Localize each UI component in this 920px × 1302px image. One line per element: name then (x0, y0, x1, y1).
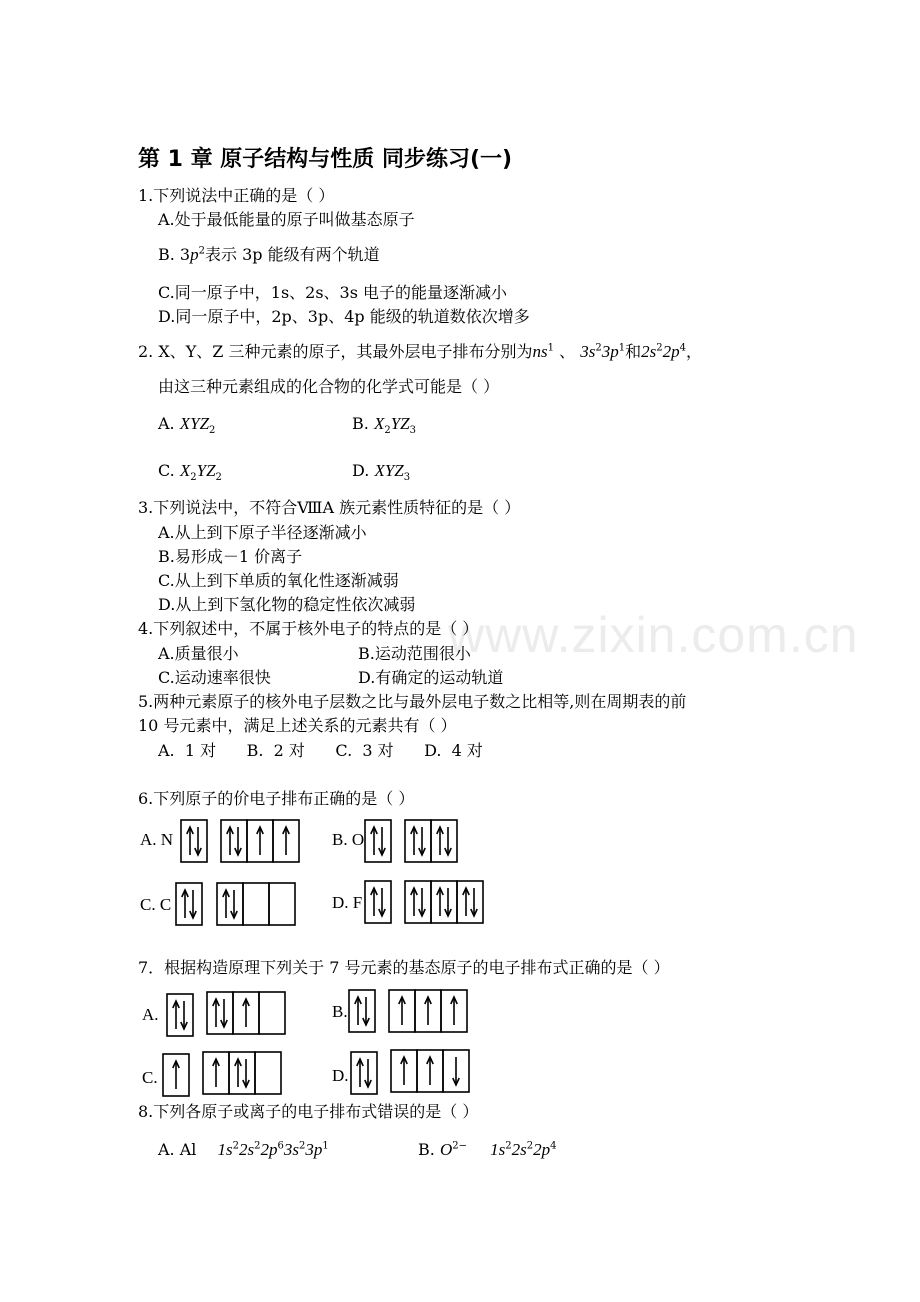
q3-stem: 3.下列说法中，不符合ⅧA 族元素性质特征的是（ ） (138, 498, 521, 517)
q7-2-s-boxes (162, 1053, 190, 1097)
q6-a-p-orbitals (220, 819, 300, 863)
q7-2-p-box (255, 1052, 281, 1094)
subshell: 2p (260, 1140, 278, 1159)
q7-3-p-boxes (390, 1049, 470, 1093)
q2-option-d: D. $XYZ_3$ (352, 461, 411, 484)
q6-c-p-orbitals (216, 882, 296, 926)
q1-stem: 1.下列说法中正确的是（ ） (138, 186, 335, 205)
q6-0-p-boxes (220, 819, 300, 863)
q1-option-d: D.同一原子中，2p、3p、4p 能级的轨道数依次增多 (158, 307, 530, 326)
q5-stem-line2: 10 号元素中，满足上述关系的元素共有（ ） (138, 716, 457, 735)
q6-1-s-box (365, 820, 391, 862)
q6-d-p-orbitals (404, 880, 484, 924)
q6-a-label: A. N (140, 830, 174, 849)
q7-c-s-orbital (162, 1053, 190, 1097)
q6-0-s-box (181, 820, 207, 862)
q2-stem-line2: 由这三种元素组成的化合物的化学式可能是（ ） (158, 377, 500, 396)
electron-count: 1 (322, 1140, 329, 1152)
q7-d-s-orbital (350, 1051, 378, 1095)
q7-a-label: A. (142, 1005, 159, 1024)
q7-c-p-orbitals (202, 1051, 282, 1095)
q6-b-p-orbitals (404, 819, 458, 863)
q7-1-s-boxes (348, 989, 376, 1033)
q8-option-b: B. $O^{2-}$ $1s^22s^22p^4$ (418, 1140, 557, 1159)
q6-0-s-boxes (180, 819, 208, 863)
subshell: 1s (217, 1140, 233, 1159)
subshell: 2p (533, 1140, 551, 1159)
q6-d-label: D. F (332, 893, 363, 912)
q7-a-s-orbital (166, 993, 194, 1037)
q7-1-p-boxes (388, 989, 468, 1033)
q7-stem: 7．根据构造原理下列关于 7 号元素的基态原子的电子排布式正确的是（ ） (138, 958, 670, 977)
q6-b-s-orbital (364, 819, 392, 863)
q6-2-p-box (269, 883, 295, 925)
q6-a-s-orbital (180, 819, 208, 863)
q6-2-s-boxes (175, 882, 203, 926)
q2-option-c: C. $X_2YZ_2$ (158, 461, 222, 484)
q6-3-s-box (365, 881, 391, 923)
electron-count: 2 (299, 1140, 306, 1152)
q7-3-p-box (391, 1050, 417, 1092)
subshell: 3p (305, 1140, 323, 1159)
q4-option-d: D.有确定的运动轨道 (358, 668, 504, 687)
subshell: 3s (283, 1140, 299, 1159)
q4-option-c: C.运动速率很快 (158, 668, 271, 687)
q7-2-p-box (203, 1052, 229, 1094)
q7-3-p-box (443, 1050, 469, 1092)
q7-0-p-box (259, 992, 285, 1034)
q6-2-p-boxes (216, 882, 296, 926)
q6-0-p-box (273, 820, 299, 862)
q7-a-p-orbitals (206, 991, 286, 1035)
q8-option-a: A. Al $1s^22s^22p^63s^23p^1$ (158, 1140, 329, 1159)
q3-option-a: A.从上到下原子半径逐渐减小 (158, 523, 367, 542)
q8-b-configuration (490, 1140, 556, 1159)
q7-3-s-box (351, 1052, 377, 1094)
q6-d-s-orbital (364, 880, 392, 924)
q7-d-p-orbitals (390, 1049, 470, 1093)
electron-count: 2 (232, 1140, 239, 1152)
electron-count: 4 (550, 1140, 557, 1152)
electron-count: 2 (505, 1140, 512, 1152)
q7-b-s-orbital (348, 989, 376, 1033)
q6-3-s-boxes (364, 880, 392, 924)
q6-1-p-box (405, 820, 431, 862)
q2-stem: 2. X、Y、Z 三种元素的原子，其最外层电子排布分别为$ns^1$ 、 $3s^23p^1$和$2s^22p^4$， (138, 342, 702, 361)
q7-2-s-box (163, 1054, 189, 1096)
q7-3-p-box (417, 1050, 443, 1092)
q7-c-label: C. (142, 1068, 158, 1087)
subshell: 1s (490, 1140, 506, 1159)
q7-0-s-boxes (166, 993, 194, 1037)
subshell: 2s (239, 1140, 255, 1159)
q7-2-p-box (229, 1052, 255, 1094)
subshell: 2s (511, 1140, 527, 1159)
q4-option-a: A.质量很小 (158, 644, 239, 663)
q8-stem: 8.下列各原子或离子的电子排布式错误的是（ ） (138, 1102, 479, 1121)
q7-1-p-box (389, 990, 415, 1032)
q8-a-configuration (218, 1140, 329, 1159)
q7-1-s-box (349, 990, 375, 1032)
q7-b-p-orbitals (388, 989, 468, 1033)
q7-1-p-box (441, 990, 467, 1032)
q6-2-s-box (176, 883, 202, 925)
q7-0-p-box (207, 992, 233, 1034)
q7-3-s-boxes (350, 1051, 378, 1095)
watermark: www.zixin.com.cn (448, 607, 859, 663)
q7-b-label: B. (332, 1002, 348, 1021)
q6-c-s-orbital (175, 882, 203, 926)
q6-stem: 6.下列原子的价电子排布正确的是（ ） (138, 789, 415, 808)
q6-3-p-boxes (404, 880, 484, 924)
q2-option-a: A. $XYZ_2$ (158, 414, 216, 437)
q6-c-label: C. C (140, 895, 172, 914)
page-title: 第 1 章 原子结构与性质 同步练习(一) (138, 147, 513, 172)
q6-0-p-box (221, 820, 247, 862)
q3-option-c: C.从上到下单质的氧化性逐渐减弱 (158, 571, 399, 590)
q4-stem: 4.下列叙述中，不属于核外电子的特点的是（ ） (138, 619, 479, 638)
q7-2-p-boxes (202, 1051, 282, 1095)
q5-stem: 5.两种元素原子的核外电子层数之比与最外层电子数之比相等,则在周期表的前 (138, 692, 687, 711)
q6-1-p-box (431, 820, 457, 862)
q1-option-b: B. $3p^2$表示 3p 能级有两个轨道 (158, 245, 380, 264)
q7-0-s-box (167, 994, 193, 1036)
q7-d-label: D. (332, 1066, 349, 1085)
q6-b-label: B. O (332, 830, 365, 849)
q7-0-p-box (233, 992, 259, 1034)
q5-options: A. 1 对 B. 2 对 C. 3 对 D. 4 对 (158, 741, 483, 760)
q3-option-b: B.易形成－1 价离子 (158, 547, 303, 566)
q1-option-a: A.处于最低能量的原子叫做基态原子 (158, 210, 415, 229)
q6-3-p-box (457, 881, 483, 923)
q2-option-b: B. $X_2YZ_3$ (352, 414, 416, 437)
electron-count: 2 (254, 1140, 261, 1152)
q7-0-p-boxes (206, 991, 286, 1035)
q4-option-b: B.运动范围很小 (358, 644, 471, 663)
q6-2-p-box (243, 883, 269, 925)
q6-0-p-box (247, 820, 273, 862)
q6-1-s-boxes (364, 819, 392, 863)
electron-count: 6 (277, 1140, 284, 1152)
q1-option-c: C.同一原子中，1s、2s、3s 电子的能量逐渐减小 (158, 283, 508, 302)
q6-3-p-box (405, 881, 431, 923)
q3-option-d: D.从上到下氢化物的稳定性依次减弱 (158, 595, 416, 614)
q6-2-p-box (217, 883, 243, 925)
q7-1-p-box (415, 990, 441, 1032)
q6-3-p-box (431, 881, 457, 923)
q6-1-p-boxes (404, 819, 458, 863)
electron-count: 2 (526, 1140, 534, 1152)
